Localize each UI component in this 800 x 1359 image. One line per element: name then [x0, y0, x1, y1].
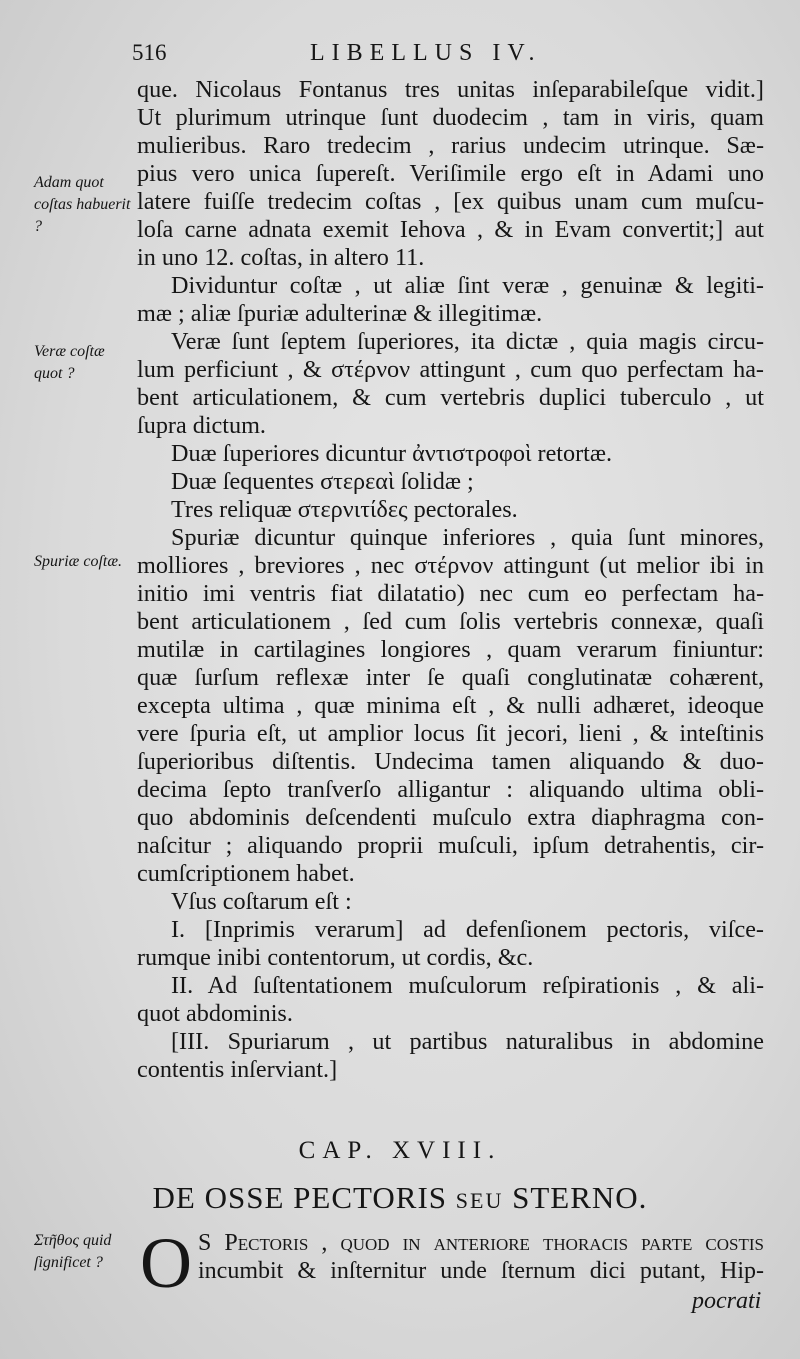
text-line: Veræ ſunt ſeptem ſuperiores, ita dictæ , quia magis circu-: [171, 328, 764, 355]
text-line: Dividuntur coſtæ , ut aliæ ſint veræ , genuinæ & legiti-: [171, 272, 764, 299]
text-line: rumque inibi contentorum, ut cordis, &c.: [137, 944, 534, 971]
text-line: excepta ultima , quæ minima eſt , & nulli adhæret, ideoque: [137, 692, 764, 719]
page-header: [132, 38, 772, 72]
text-line: Duæ ſuperiores dicuntur ἀντιστροφοὶ retortæ.: [171, 440, 613, 467]
text-line: S Pectoris , quod in anteriore thoracis parte coſtis: [198, 1230, 764, 1256]
text-line: que. Nicolaus Fontanus tres unitas inſeparabileſque vidit.]: [137, 76, 764, 103]
text-line: Ut plurimum utrinque ſunt duodecim , tam in viris, quam: [137, 104, 764, 131]
text-line: quot abdominis.: [137, 1000, 293, 1027]
margin-note-verae: Veræ coſtæ quot ?: [34, 343, 105, 382]
margin-note-adam: Adam quot coſtas habuerit ?: [34, 174, 131, 235]
text-line: vere ſpuria eſt, ut amplior locus ſit jecori, lieni , & inteſtinis: [137, 720, 764, 747]
text-line: ſupra dictum.: [137, 412, 266, 439]
text-line: pius vero unica ſupereſt. Veriſimile ergo eſt in Adami uno: [137, 160, 764, 187]
text-line: in uno 12. coſtas, in altero 11.: [137, 244, 425, 271]
text-line: mæ ; aliæ ſpuriæ adulterinæ & illegitimæ.: [137, 300, 543, 327]
text-line: II. Ad ſuſtentationem muſculorum reſpirationis , & ali-: [171, 972, 764, 999]
chapter-title: [0, 1180, 800, 1216]
text-line: naſcitur ; aliquando proprii muſculi, ipſum detrahentis, cir-: [137, 832, 764, 859]
text-line: loſa carne adnata exemit Iehova , & in Evam convertit;] aut: [137, 216, 764, 243]
text-line: quo abdominis deſcendenti muſculo extra diaphragma con-: [137, 804, 764, 831]
text-line: latere fuiſſe tredecim coſtas , [ex quibus unam cum muſcu-: [137, 188, 764, 215]
text-line: [III. Spuriarum , ut partibus naturalibus in abdomine: [171, 1028, 764, 1055]
text-line: Vſus coſtarum eſt :: [171, 888, 352, 915]
chapter-title-small: SEU: [455, 1188, 504, 1213]
drop-capital: O: [140, 1223, 192, 1303]
text-line: mulieribus. Raro tredecim , rarius undecim utrinque. Sæ-: [137, 132, 764, 159]
text-line: initio imi ventris fiat dilatatio) nec cum eo perfectam ha-: [137, 580, 764, 607]
running-head: LIBELLUS IV.: [310, 40, 542, 66]
text-line: Tres reliquæ στερνιτίδες pectorales.: [171, 496, 518, 523]
text-line: bent articulationem , ſed cum ſolis vertebris connexæ, quaſi: [137, 608, 764, 635]
text-line: Duæ ſequentes στερεαὶ ſolidæ ;: [171, 468, 474, 495]
chapter-title-end: STERNO.: [512, 1180, 648, 1215]
text-line: ſuperioribus diſtentis. Undecima tamen aliquando & duo-: [137, 748, 764, 775]
margin-note-sternum: Στῆθος quid ſignificet ?: [34, 1232, 112, 1271]
text-line: incumbit & inſternitur unde ſternum dici putant, Hip-: [198, 1258, 764, 1284]
text-line: quæ ſurſum reflexæ inter ſe quaſi conglutinatæ cohærent,: [137, 664, 764, 691]
chapter-number: CAP. XVIII.: [298, 1137, 502, 1164]
text-line: molliores , breviores , nec στέρνον attingunt (ut melior ibi in: [137, 552, 764, 579]
page-number: 516: [132, 40, 167, 65]
text-line: mutilæ in cartilagines longiores , quam verarum finiuntur:: [137, 636, 764, 663]
text-line: cumſcriptionem habet.: [137, 860, 355, 887]
text-line: bent articulationem, & cum vertebris duplici tuberculo , ut: [137, 384, 764, 411]
margin-note-spuriae: Spuriæ coſtæ.: [34, 553, 123, 570]
catchword: pocrati: [692, 1288, 762, 1314]
text-line: decima ſepto tranſverſo alligantur : aliquando ultima obli-: [137, 776, 764, 803]
text-line: I. [Inprimis verarum] ad defenſionem pectoris, viſce-: [171, 916, 764, 943]
text-line: Spuriæ dicuntur quinque inferiores , quia ſunt minores,: [171, 524, 764, 551]
text-line: contentis inſerviant.]: [137, 1056, 338, 1083]
chapter-title-main: DE OSSE PECTORIS: [152, 1180, 448, 1215]
text-line: lum perficiunt , & στέρνον attingunt , cum quo perfectam ha-: [137, 356, 764, 383]
